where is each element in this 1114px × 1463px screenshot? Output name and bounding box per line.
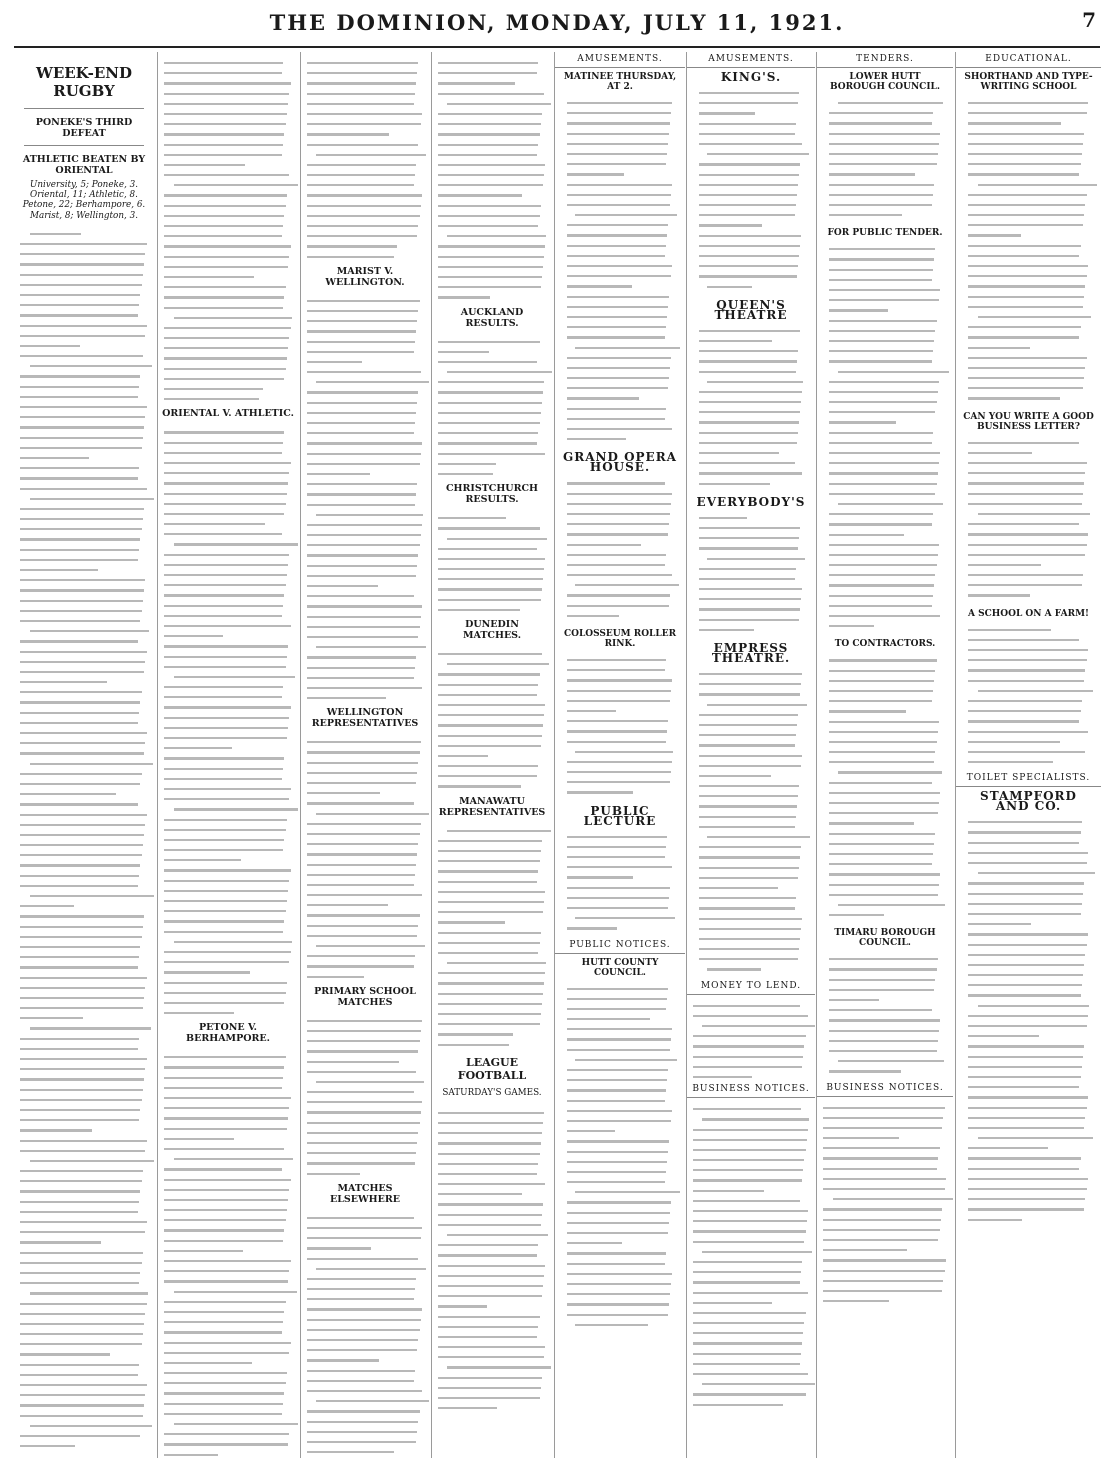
advert-text (823, 1103, 947, 1307)
advert-title: STAMPFORD AND CO. (980, 789, 1077, 814)
advert-text (567, 478, 673, 621)
section-title: TOILET SPECIALISTS. (956, 771, 1101, 787)
section-title: PUBLIC NOTICES. (555, 938, 685, 954)
advert-text (829, 244, 941, 631)
advert-text (567, 984, 673, 1330)
advert (956, 68, 1101, 408)
section-title: AMUSEMENTS. (555, 52, 685, 68)
article-text-block (438, 1108, 546, 1414)
advert-text (699, 88, 803, 292)
advert-title: QUEEN'S THEATRE (714, 297, 788, 322)
advert-text (829, 98, 941, 220)
section-title: AMUSEMENTS. (687, 52, 815, 68)
advert-title: COLOSSEUM ROLLER RINK. (563, 629, 677, 649)
advert-title: EVERYBODY'S (696, 494, 806, 509)
subheadline-christchurch: CHRISTCHURCH RESULTS. (445, 483, 539, 506)
advert-text (567, 98, 673, 444)
headline-league-football: LEAGUE FOOTBALL (457, 1055, 527, 1082)
article-text-block (307, 1016, 423, 1179)
column-sport-2 (157, 52, 298, 1458)
column-amusements-2 (686, 52, 815, 1458)
advert-title: LOWER HUTT BOROUGH COUNCIL. (829, 72, 941, 92)
advert-text (829, 954, 941, 1076)
advert (817, 924, 953, 1080)
column-amusements-1 (554, 52, 685, 1458)
advert (687, 493, 815, 639)
article-text-block (438, 826, 546, 1050)
subheadline-petone-berhampore: PETONE V. BERHAMPORE. (186, 1022, 270, 1045)
article-text-block (164, 427, 292, 1018)
article-text-block (438, 337, 546, 480)
advert-text (699, 326, 803, 489)
subheadline-wellington-reps: WELLINGTON REPRESENTATIVES (311, 707, 419, 730)
section-title: BUSINESS NOTICES. (687, 1082, 815, 1098)
advert (687, 639, 815, 979)
advert-title: FOR PUBLIC TENDER. (827, 228, 943, 239)
advert-title: HUTT COUNTY COUNCIL. (581, 957, 659, 978)
advert-text (567, 655, 673, 798)
column-tenders (816, 52, 953, 1458)
advert-title: A SCHOOL ON A FARM! (968, 608, 1089, 619)
subheadline-auckland: AUCKLAND RESULTS. (460, 306, 524, 329)
article-text-block (307, 1213, 423, 1458)
article-text-block (20, 229, 148, 1452)
advert-text (968, 438, 1089, 601)
advert (956, 605, 1101, 772)
masthead-title: THE DOMINION, MONDAY, JULY 11, 1921. (269, 10, 845, 35)
subheadline-poneke: PONEKE'S THIRD DEFEAT (35, 117, 133, 139)
article-text-block (307, 296, 423, 704)
column-educational (955, 52, 1101, 1458)
masthead (14, 2, 1100, 48)
subheadline-manawatu: MANAWATU REPRESENTATIVES (438, 795, 546, 818)
advert (956, 408, 1101, 605)
lead-results: University, 5; Poneke, 3. Oriental, 11; Athletic, 8. Petone, 22; Berhampore, 6. Marist, 8; Wellington, 3. (22, 180, 146, 221)
article-text-block (164, 1052, 292, 1458)
column-sport-3 (300, 52, 429, 1458)
advert (555, 954, 685, 1334)
article-text-block (307, 737, 423, 982)
advert-title: EMPRESS THEATRE. (711, 641, 791, 665)
advert (817, 68, 953, 224)
advert-text (567, 832, 673, 934)
advert (956, 787, 1101, 1229)
article-text-block (164, 58, 292, 404)
advert (817, 635, 953, 924)
subheadline-matches-elsewhere: MATCHES ELSEWHERE (329, 1182, 401, 1205)
article-text-block (307, 58, 423, 262)
advert (817, 224, 953, 635)
advert-title: TO CONTRACTORS. (834, 639, 936, 650)
article-text-block (438, 58, 546, 303)
advert (555, 625, 685, 802)
column-sport-4 (431, 52, 552, 1458)
advert-title: SHORTHAND AND TYPE-WRITING SCHOOL (964, 72, 1093, 92)
advert-text (699, 669, 803, 975)
advert-text (968, 98, 1089, 404)
section-title: TENDERS. (817, 52, 953, 68)
advert (555, 802, 685, 938)
advert-title: PUBLIC LECTURE (583, 803, 657, 828)
article-text-block (438, 513, 546, 615)
advert-title: TIMARU BOROUGH COUNCIL. (834, 928, 936, 949)
advert (687, 68, 815, 296)
page-number: 7 (1082, 8, 1096, 32)
advert (687, 296, 815, 493)
section-title: EDUCATIONAL. (956, 52, 1101, 68)
subheadline-saturdays-games: SATURDAY'S GAMES. (442, 1087, 542, 1098)
subheadline-athletic: ATHLETIC BEATEN BY ORIENTAL (22, 154, 146, 176)
advert-text (829, 655, 941, 920)
advert-title: GRAND OPERA HOUSE. (563, 450, 677, 475)
advert-text (968, 817, 1089, 1225)
advert-title: MATINEE THURSDAY, AT 2. (563, 72, 677, 92)
article-text-block (438, 649, 546, 792)
section-title: BUSINESS NOTICES. (817, 1081, 953, 1097)
subheadline-primary-schools: PRIMARY SCHOOL MATCHES (314, 985, 416, 1008)
advert-text (968, 625, 1089, 768)
section-title: MONEY TO LEND. (687, 979, 815, 995)
headline-week-end-rugby: WEEK-END RUGBY (35, 64, 133, 100)
advert-text (693, 1104, 809, 1410)
advert (555, 448, 685, 625)
subheadline-dunedin: DUNEDIN MATCHES. (462, 619, 522, 641)
subheadline-oriental-athletic: ORIENTAL V. ATHLETIC. (162, 408, 294, 420)
advert-text (693, 1001, 809, 1083)
advert-title: CAN YOU WRITE A GOOD BUSINESS LETTER? (963, 411, 1094, 432)
column-sport-1 (14, 52, 154, 1458)
advert-title: KING'S. (720, 70, 782, 84)
advert (555, 68, 685, 448)
advert-text (699, 513, 803, 635)
subheadline-marist-wellington: MARIST V. WELLINGTON. (325, 265, 405, 288)
